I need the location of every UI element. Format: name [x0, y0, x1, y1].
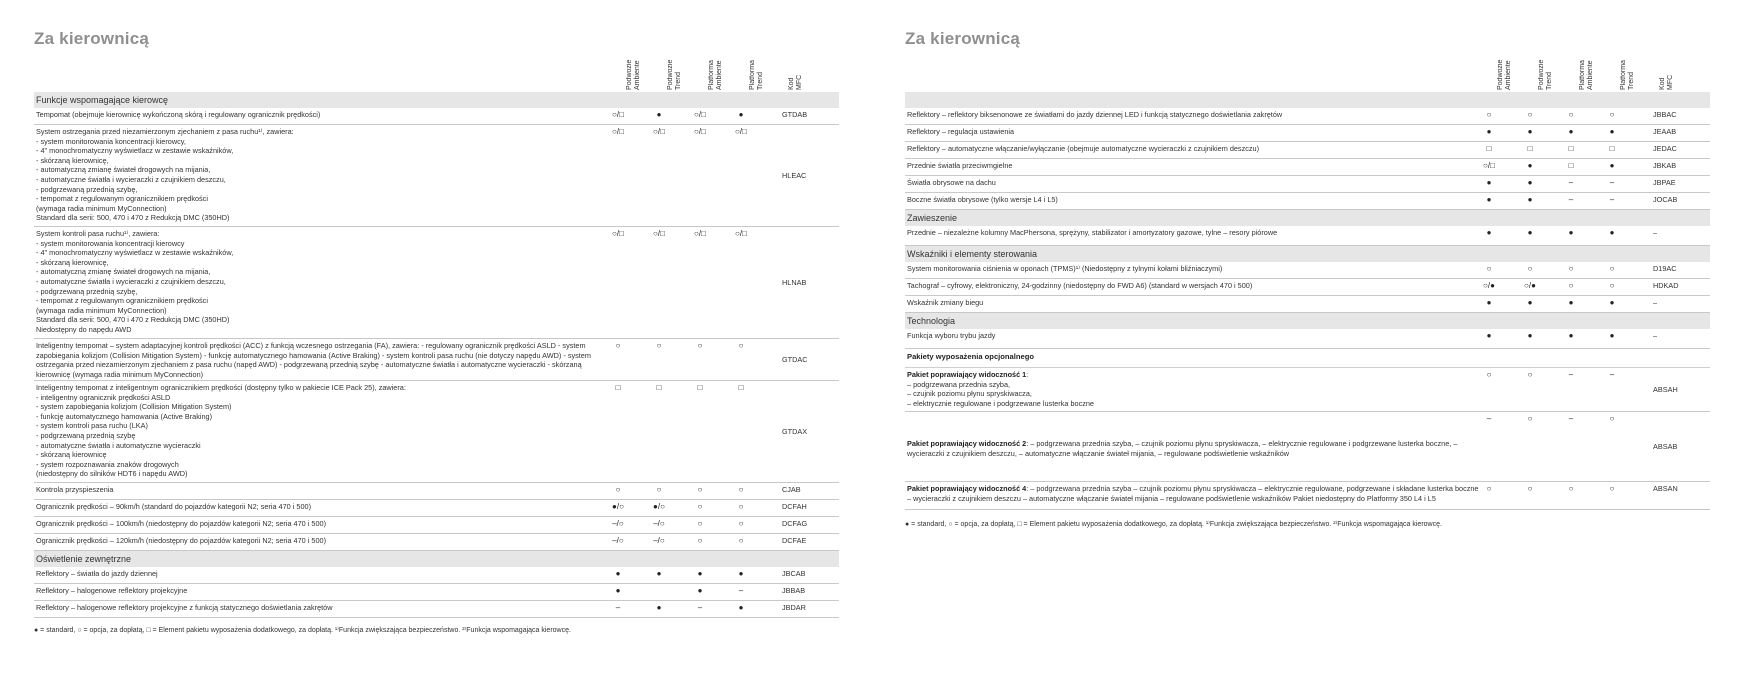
availability-mark: ● — [1609, 331, 1615, 340]
availability-mark: ● — [697, 569, 703, 578]
mfc-code: ABSAN — [1653, 484, 1678, 493]
section-header: Technologia — [905, 313, 1710, 329]
availability-mark: ○ — [697, 519, 703, 528]
availability-mark: ○ — [1527, 484, 1533, 493]
availability-mark: ○/□ — [694, 127, 706, 136]
availability-mark: ● — [1527, 331, 1533, 340]
availability-mark: ○ — [738, 536, 744, 545]
availability-mark: □ — [1568, 144, 1574, 153]
mfc-code: HLEAC — [782, 170, 807, 180]
column-header: Podwozie Trend — [667, 59, 682, 90]
availability-mark: –/○ — [653, 536, 665, 545]
mfc-code: JBCAB — [782, 569, 806, 578]
availability-mark: ○/□ — [612, 110, 624, 119]
mfc-code: JEDAC — [1653, 144, 1677, 153]
row-description: Tachograf – cyfrowy, elektroniczny, 24-godzinny (niedostępny do FWD A6) (standard w wersjach 470 i 500) — [907, 281, 1253, 290]
availability-mark: ○ — [1609, 264, 1615, 273]
mfc-code: – — [1653, 228, 1658, 237]
mfc-code: ABSAH — [1653, 384, 1678, 394]
availability-mark: ○ — [738, 485, 744, 494]
table-row — [34, 567, 839, 584]
availability-mark: – — [1568, 414, 1574, 423]
availability-mark: ● — [1486, 127, 1492, 136]
availability-mark: ● — [1568, 298, 1574, 307]
pack-description: : – podgrzewana przednia szyba, – czujnik poziomu płynu spryskiwacza, – elektrycznie regulowane i podgrzewane lusterka boczne — [907, 370, 1094, 408]
availability-mark: ○ — [656, 341, 662, 350]
row-description: Reflektory – halogenowe reflektory projekcyjne — [36, 586, 188, 595]
availability-mark: ● — [656, 569, 662, 578]
availability-mark: ○ — [656, 485, 662, 494]
table-row — [905, 108, 1710, 125]
availability-mark: ○ — [615, 485, 621, 494]
table-row — [905, 262, 1710, 279]
availability-mark: ● — [656, 603, 662, 612]
availability-mark: ○/□ — [694, 110, 706, 119]
row-description: System monitorowania ciśnienia w oponach (TPMS)¹⁾ (Niedostępny z tylnymi kołami bliźniaczymi) — [907, 264, 1223, 273]
table-row — [905, 176, 1710, 193]
availability-mark: –/○ — [612, 536, 624, 545]
section-header: Wskaźniki i elementy sterowania — [905, 246, 1710, 262]
mfc-code: JBBAB — [782, 586, 806, 595]
section-header: Zawieszenie — [905, 210, 1710, 226]
availability-mark: ○/● — [1524, 281, 1536, 290]
row-description — [907, 484, 1480, 503]
table-row — [34, 381, 839, 483]
availability-mark: –/○ — [653, 519, 665, 528]
availability-mark: ● — [1609, 228, 1615, 237]
mfc-code: JBBAC — [1653, 110, 1677, 119]
availability-mark: ○ — [738, 341, 744, 350]
availability-mark: ○/□ — [612, 127, 624, 136]
availability-mark: ○/□ — [612, 229, 624, 238]
availability-mark: ● — [1527, 298, 1533, 307]
table-row — [905, 142, 1710, 159]
availability-mark: ● — [1486, 228, 1492, 237]
availability-mark: ○/□ — [1483, 161, 1495, 170]
mfc-code: JBDAR — [782, 603, 806, 612]
pack-title: Pakiet poprawiający widoczność 2 — [907, 439, 1027, 448]
availability-mark: ○ — [1527, 264, 1533, 273]
availability-mark: ●/○ — [653, 502, 665, 511]
availability-mark: ● — [1609, 127, 1615, 136]
column-headers — [905, 52, 1710, 90]
availability-mark: ○ — [1609, 110, 1615, 119]
table-row — [34, 125, 839, 227]
pack-title: Pakiet poprawiający widoczność 1 — [907, 370, 1027, 379]
availability-mark: ●/○ — [612, 502, 624, 511]
pack-description: : – podgrzewana przednia szyba – czujnik poziomu płynu spryskiwacza – elektrycznie regulowane, podgrzewane i składane lusterka boczne – wycieraczki z czujnikiem deszczu – automatyczne włączanie świateł mijania – regulowane podświetlenie wskaźników Pakiet niedostępny do Platformy 350 L4 i L5 — [907, 484, 1479, 503]
availability-mark: – — [1568, 195, 1574, 204]
table-row — [34, 584, 839, 601]
availability-mark: – — [1609, 195, 1615, 204]
table-row — [905, 279, 1710, 296]
availability-mark: ○ — [1609, 414, 1615, 423]
mfc-code: – — [1653, 298, 1658, 307]
availability-mark: ○ — [1486, 484, 1492, 493]
availability-mark: ○ — [1568, 484, 1574, 493]
availability-mark: ○ — [1486, 370, 1492, 379]
availability-mark: ● — [1527, 161, 1533, 170]
availability-mark: □ — [1527, 144, 1533, 153]
availability-mark: ● — [1527, 178, 1533, 187]
availability-mark: – — [1486, 414, 1492, 423]
page-title: Za kierownicą — [34, 29, 150, 48]
availability-mark: ○/□ — [735, 127, 747, 136]
availability-mark: ● — [1486, 195, 1492, 204]
mfc-code: GTDAX — [782, 426, 808, 436]
column-header: Podwozie Ambiente — [626, 59, 641, 90]
availability-mark: ○ — [738, 502, 744, 511]
availability-mark: ● — [738, 603, 744, 612]
availability-mark: –/○ — [612, 519, 624, 528]
availability-mark: ● — [738, 110, 744, 119]
row-description: Światła obrysowe na dachu — [907, 178, 996, 187]
column-header: Podwozie Ambiente — [1497, 59, 1512, 90]
availability-mark: ○ — [1568, 110, 1574, 119]
availability-mark: ○ — [1609, 484, 1615, 493]
availability-mark: – — [1568, 370, 1574, 379]
availability-mark: – — [738, 586, 744, 595]
availability-mark: ● — [615, 569, 621, 578]
availability-mark: ○ — [1568, 264, 1574, 273]
availability-mark: ● — [1486, 298, 1492, 307]
row-description: System kontroli pasa ruchu¹⁾, zawiera: - system monitorowania koncentracji kierowcy - 4" monochromatyczny wyświetlacz w zestawie wskaźników, - skórzaną kierownicę, - automatyczną zmianę świateł drogowych na mijania, - automatyczne światła i wycieraczki z czujnikiem deszczu, - podgrzewaną przednią szybę, - tempomat z regulowanym ogranicznikiem prędkości (wymaga radia minimum MyConnection) Standard dla serii: 500, 470 i 470 z Redukcją DMC (350HD) Niedostępny do napędu AWD — [36, 229, 234, 334]
mfc-code: GTDAC — [782, 354, 808, 364]
availability-mark: □ — [1486, 144, 1492, 153]
mfc-code: HLNAB — [782, 277, 807, 287]
mfc-code: GTDAB — [782, 110, 808, 119]
availability-mark: ○/□ — [694, 229, 706, 238]
availability-mark: ● — [1486, 331, 1492, 340]
table-row — [34, 534, 839, 551]
availability-mark: – — [1609, 370, 1615, 379]
availability-mark: ● — [1486, 178, 1492, 187]
table-row — [905, 125, 1710, 142]
column-header: Platforma Ambiente — [708, 60, 723, 90]
row-description: Ogranicznik prędkości – 100km/h (niedostępny do pojazdów kategorii N2; seria 470 i 500) — [36, 519, 327, 528]
availability-mark: ● — [1568, 228, 1574, 237]
availability-mark: ○ — [697, 485, 703, 494]
row-description: Przednie – niezależne kolumny MacPhersona, sprężyny, stabilizator i amortyzatory gazowe, tylne – resory piórowe — [907, 228, 1278, 237]
availability-mark: ○ — [1486, 264, 1492, 273]
availability-mark: ○ — [1527, 370, 1533, 379]
row-description: Ogranicznik prędkości – 90km/h (standard do pojazdów kategorii N2; seria 470 i 500) — [36, 502, 311, 511]
section-header — [905, 92, 1710, 108]
mfc-code: JBKAB — [1653, 161, 1677, 170]
table-row — [34, 601, 839, 618]
packs-heading: Pakiety wyposażenia opcjonalnego — [905, 349, 1710, 368]
table-row — [905, 329, 1710, 349]
row-description: System ostrzegania przed niezamierzonym zjechaniem z pasa ruchu¹⁾, zawiera: - system monitorowania koncentracji kierowcy, - 4" monochromatyczny wyświetlacz w zestawie wskaźników, - skórzaną kierownicę, - automatyczną zmianę świateł drogowych na mijania, - automatyczne światła i wycieraczki z czujnikiem deszczu, - podgrzewaną przednią szybę, - tempomat z regulowanym ogranicznikiem prędkości (wymaga radia minimum MyConnection) Standard dla serii: 500, 470 i 470 z Redukcją DMC (350HD) — [36, 127, 294, 223]
column-header: Kod MFC — [788, 74, 803, 90]
mfc-code: DCFAG — [782, 519, 808, 528]
row-description: Funkcja wyboru trybu jazdy — [907, 331, 996, 340]
availability-mark: – — [1609, 178, 1615, 187]
availability-mark: ● — [1568, 127, 1574, 136]
availability-mark: □ — [615, 383, 621, 392]
mfc-code: DCFAE — [782, 536, 807, 545]
table-row — [905, 296, 1710, 313]
column-header: Platforma Ambiente — [1579, 60, 1594, 90]
availability-mark: – — [615, 603, 621, 612]
table-row — [34, 483, 839, 500]
availability-mark: ○/□ — [653, 229, 665, 238]
row-description: Wskaźnik zmiany biegu — [907, 298, 984, 307]
section-header: Oświetlenie zewnętrzne — [34, 551, 839, 567]
availability-mark: ○ — [1568, 281, 1574, 290]
availability-mark: – — [1568, 178, 1574, 187]
row-description: Kontrola przyspieszenia — [36, 485, 114, 494]
availability-mark: ● — [1609, 161, 1615, 170]
availability-mark: □ — [656, 383, 662, 392]
mfc-code: – — [1653, 331, 1658, 340]
row-description — [907, 439, 1480, 458]
availability-mark: □ — [738, 383, 744, 392]
availability-mark: □ — [697, 383, 703, 392]
page-title: Za kierownicą — [905, 29, 1021, 48]
table-row — [34, 517, 839, 534]
pack-description: : – podgrzewana przednia szyba, – czujnik poziomu płynu spryskiwacza, – elektrycznie regulowane i podgrzewane lusterka boczne, – wycieraczki z czujnikiem deszczu, – automatyczne włączanie świateł mijania, – regulowane podświetlenie wskaźników — [907, 439, 1458, 458]
availability-mark: ○ — [697, 341, 703, 350]
table-row — [905, 159, 1710, 176]
availability-mark: ○ — [615, 341, 621, 350]
availability-mark: ○ — [697, 502, 703, 511]
table-row — [34, 500, 839, 517]
availability-mark: ○ — [1527, 110, 1533, 119]
spec-table — [34, 92, 839, 618]
availability-mark: ○ — [738, 519, 744, 528]
row-description — [907, 370, 1480, 408]
availability-mark: ○ — [1527, 414, 1533, 423]
row-description: Tempomat (obejmuje kierownicę wykończoną skórą i regulowany ogranicznik prędkości) — [36, 110, 321, 119]
row-description: Reflektory – halogenowe reflektory projekcyjne z funkcją statycznego doświetlania zakrętów — [36, 603, 333, 612]
availability-mark: ○ — [1486, 110, 1492, 119]
availability-mark: □ — [1568, 161, 1574, 170]
row-description: Ogranicznik prędkości – 120km/h (niedostępny do pojazdów kategorii N2; seria 470 i 500) — [36, 536, 327, 545]
table-row — [34, 339, 839, 381]
mfc-code: DCFAH — [782, 502, 807, 511]
row-description: Reflektory – światła do jazdy dziennej — [36, 569, 158, 578]
column-header: Platforma Trend — [749, 60, 764, 90]
table-row — [905, 226, 1710, 246]
mfc-code: HDKAD — [1653, 281, 1679, 290]
column-header: Podwozie Trend — [1538, 59, 1553, 90]
column-headers — [34, 52, 839, 90]
availability-mark: ○ — [697, 536, 703, 545]
availability-mark: ● — [615, 586, 621, 595]
row-description: Boczne światła obrysowe (tylko wersje L4 i L5) — [907, 195, 1058, 204]
footnote: ● = standard, ○ = opcja, za dopłatą, □ = Element pakietu wyposażenia dodatkowego, za dopłatą. ¹⁾Funkcja zwiększająca bezpieczeństwo. ²⁾Funkcja wspomagająca kierowcę. — [905, 521, 1442, 528]
column-header: Kod MFC — [1659, 74, 1674, 90]
row-description: Reflektory – automatyczne włączanie/wyłączanie (obejmuje automatyczne wycieraczki z czujnikiem deszczu) — [907, 144, 1260, 153]
availability-mark: ● — [1527, 228, 1533, 237]
section-header: Funkcje wspomagające kierowcę — [34, 92, 839, 108]
pack-row — [905, 482, 1710, 510]
availability-mark: ○/● — [1483, 281, 1495, 290]
mfc-code: JBPAE — [1653, 178, 1676, 187]
column-header: Platforma Trend — [1620, 60, 1635, 90]
spec-table — [905, 92, 1710, 510]
availability-mark: ● — [656, 110, 662, 119]
availability-mark: ○/□ — [735, 229, 747, 238]
mfc-code: ABSAB — [1653, 441, 1678, 451]
table-row — [905, 193, 1710, 210]
row-description: Inteligentny tempomat z inteligentnym ogranicznikiem prędkości (dostępny tylko w pakiecie ICE Pack 25), zawiera: - inteligentny ogranicznik prędkości ASLD - system zapobiegania kolizjom (Collision Mitigation System) - funkcję automatycznego hamowania (Active Braking) - system kontroli pasa ruchu (LKA) - podgrzewaną przednią szybę - automatyczne światła i automatyczne wycieraczki - skórzaną kierownicę - system rozpoznawania znaków drogowych (niedostępny do silników HDT6 i napędu AWD) — [36, 383, 406, 479]
availability-mark: □ — [1609, 144, 1615, 153]
mfc-code: D19AC — [1653, 264, 1677, 273]
mfc-code: JOCAB — [1653, 195, 1678, 204]
pack-title: Pakiet poprawiający widoczność 4 — [907, 484, 1027, 493]
pack-row — [905, 368, 1710, 412]
mfc-code: CJAB — [782, 485, 801, 494]
availability-mark: – — [697, 603, 703, 612]
availability-mark: ● — [1568, 331, 1574, 340]
availability-mark: ● — [1527, 195, 1533, 204]
row-description: Przednie światła przeciwmgielne — [907, 161, 1013, 170]
availability-mark: ● — [738, 569, 744, 578]
mfc-code: JEAAB — [1653, 127, 1677, 136]
availability-mark: ○/□ — [653, 127, 665, 136]
availability-mark: ● — [1609, 298, 1615, 307]
availability-mark: ○ — [1609, 281, 1615, 290]
footnote: ● = standard, ○ = opcja, za dopłatą, □ = Element pakietu wyposażenia dodatkowego, za dopłatą. ¹⁾Funkcja zwiększająca bezpieczeństwo. ²⁾Funkcja wspomagająca kierowcę. — [34, 627, 571, 634]
pack-row — [905, 412, 1710, 482]
row-description: Inteligentny tempomat – system adaptacyjnej kontroli prędkości (ACC) z funkcją wczesnego ostrzegania (FA), zawiera: - regulowany ogranicznik prędkości ASLD - system zapobiegania kolizjom (Collision Mitigation System) - funkcję automatycznego hamowania (Active Braking) - system kontroli pasa ruchu (nie dotyczy napędu AWD) - system ostrzegania przed niezamierzonym zjechaniem z pasa ruchu (napęd AWD) - podgrzewaną przednią szybę - automatyczne światła i automatyczne wycieraczki - skórzaną kierownicę (wymaga radia minimum MyConnection) — [36, 341, 591, 379]
table-row — [34, 108, 839, 125]
row-description: Reflektory – reflektory biksenonowe ze światłami do jazdy dziennej LED i funkcją statycznego doświetlania zakrętów — [907, 110, 1283, 119]
availability-mark: ● — [1527, 127, 1533, 136]
table-row — [34, 227, 839, 339]
row-description: Reflektory – regulacja ustawienia — [907, 127, 1015, 136]
availability-mark: ● — [697, 586, 703, 595]
